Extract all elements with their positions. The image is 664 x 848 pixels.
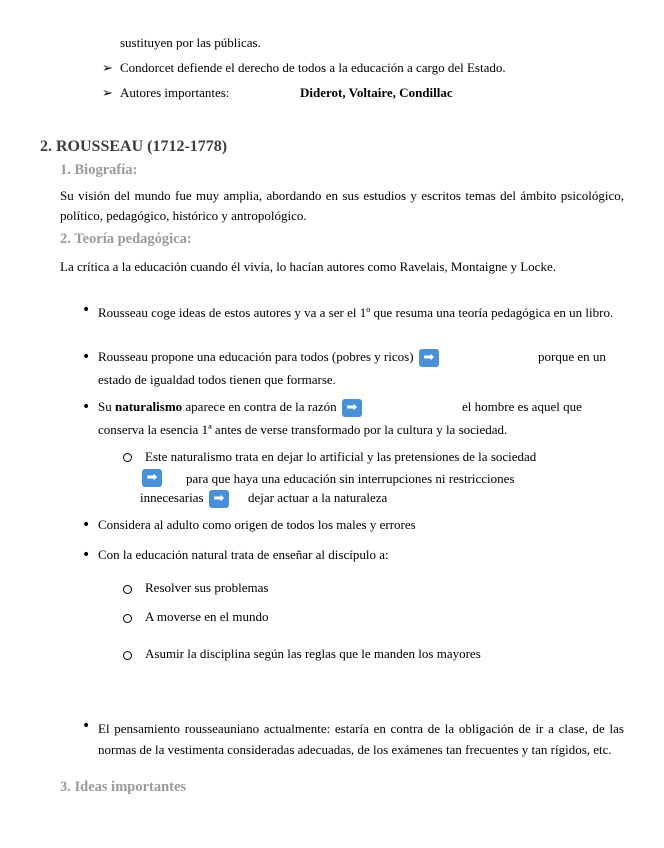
sub-list-item-text: A moverse en el mundo [145, 609, 269, 624]
list-item: El pensamiento rousseauniano actualmente: estaría en contra de la obligación de ir a clase, de las normas de la vestimenta consideradas adecuadas, de los exámenes tan frecuentes y tan rígidos, etc. [98, 721, 624, 757]
bullet-icon: • [82, 547, 91, 563]
list-item [98, 349, 441, 367]
subsection-title: 3. Ideas importantes [60, 779, 187, 795]
list-item: Considera al adulto como origen de todos los males y errores [98, 517, 416, 532]
sub-list-item [140, 490, 387, 508]
right-arrow-icon: ➡ [419, 349, 439, 367]
list-item-text: el hombre es aquel que [462, 399, 582, 414]
section-title: 2. ROUSSEAU (1712-1778) [40, 138, 228, 155]
sub-list-item-text: Este naturalismo trata en dejar lo artificial y las pretensiones de la sociedad [145, 449, 537, 464]
circle-bullet-icon [123, 585, 132, 594]
list-item-text: Rousseau propone una educación para todos (pobres y ricos) [98, 349, 414, 364]
sub-list-item-text: Resolver sus problemas [145, 580, 269, 595]
bullet-icon: • [82, 718, 91, 734]
sub-list-item-text: para que haya una educación sin interrupciones ni restricciones [186, 471, 515, 486]
paragraph-bio: Su visión del mundo fue muy amplia, abordando en sus estudios y escritos temas del ámbito psicológico, político, pedagógico, histórico y antropológico. [60, 188, 624, 223]
sub-list-item [140, 469, 164, 487]
bullet-icon: • [82, 517, 91, 533]
sub-list-item-text: innecesarias [140, 490, 204, 505]
list-item-text: estado de igualdad todos tienen que formarse. [98, 372, 336, 387]
subsection-title: 2. Teoría pedagógica: [60, 231, 192, 247]
authors-names: Diderot, Voltaire, Condillac [300, 85, 453, 100]
list-item-text: Condorcet defiende el derecho de todos a la educación a cargo del Estado. [120, 60, 506, 75]
list-item: Rousseau coge ideas de estos autores y va a ser el 1º que resuma una teoría pedagógica en un libro. [98, 305, 614, 320]
list-item-text: Su [98, 399, 112, 414]
bullet-icon: • [82, 302, 91, 318]
arrow-bullet-icon: ➢ [102, 86, 113, 101]
bold-term: naturalismo [114, 399, 183, 414]
list-item: Con la educación natural trata de enseñar al discípulo a: [98, 547, 389, 562]
bullet-icon: • [82, 399, 91, 415]
list-item-label: Autores importantes: [120, 85, 230, 100]
sub-list-item-text: Asumir la disciplina según las reglas que le manden los mayores [145, 646, 481, 661]
paragraph-intro: La crítica a la educación cuando él vivía, lo hacían autores como Ravelais, Montaigne y Locke. [60, 259, 556, 274]
sub-list-item-text: dejar actuar a la naturaleza [248, 490, 388, 505]
circle-bullet-icon [123, 614, 132, 623]
list-item-text: conserva la esencia 1ª antes de verse transformado por la cultura y la sociedad. [98, 422, 508, 437]
list-item [102, 85, 229, 101]
bullet-icon: • [82, 349, 91, 365]
list-item-text: aparece en contra de la razón [185, 399, 337, 414]
text-line: sustituyen por las públicas. [120, 35, 261, 50]
list-item [102, 60, 506, 76]
list-item [98, 399, 364, 417]
subsection-title: 1. Biografía: [60, 162, 138, 178]
circle-bullet-icon [123, 453, 132, 462]
arrow-bullet-icon: ➢ [102, 61, 113, 76]
right-arrow-icon: ➡ [142, 469, 162, 487]
list-item-text: porque en un [538, 349, 606, 364]
circle-bullet-icon [123, 651, 132, 660]
right-arrow-icon: ➡ [209, 490, 229, 508]
right-arrow-icon: ➡ [342, 399, 362, 417]
